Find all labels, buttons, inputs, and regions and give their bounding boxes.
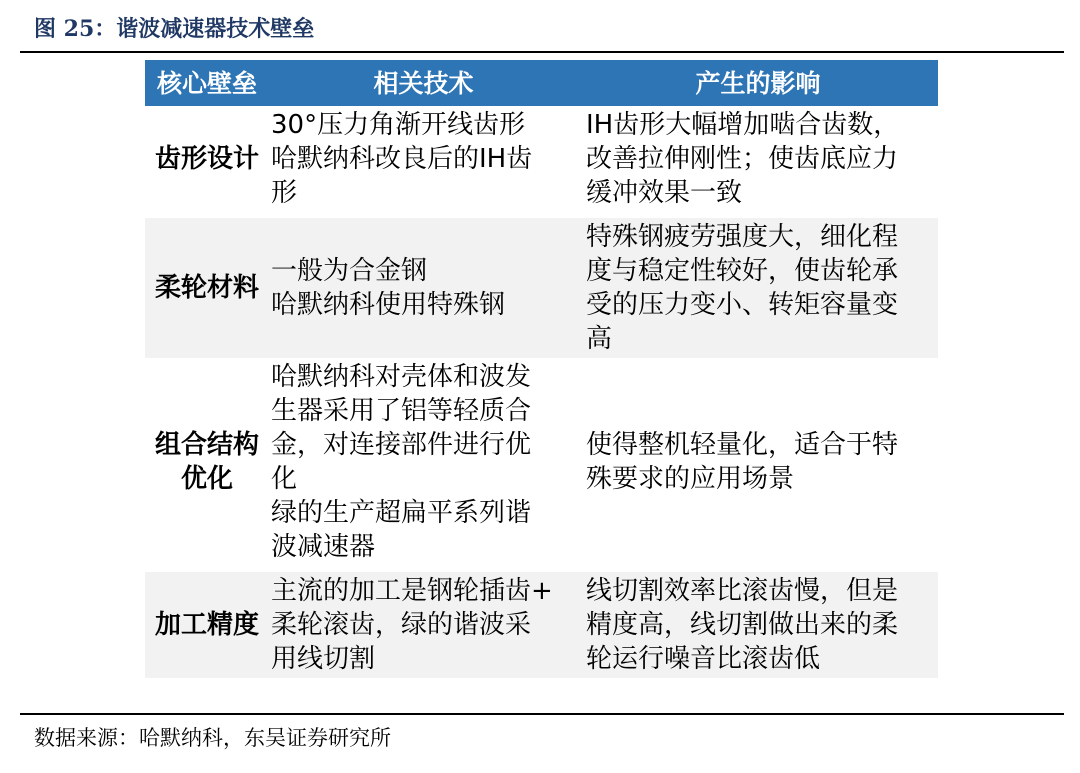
- table-header-row: [145, 60, 938, 106]
- table-row: [145, 212, 938, 358]
- table-row: [145, 566, 938, 678]
- row-impact: 使得整机轻量化，适合于特 殊要求的应用场景: [578, 358, 938, 566]
- row-barrier: 加工精度: [145, 566, 269, 678]
- top-rule: [20, 51, 1064, 53]
- row-impact: 线切割效率比滚齿慢，但是 精度高，线切割做出来的柔 轮运行噪音比滚齿低: [578, 566, 938, 678]
- row-technology: 一般为合金钢 哈默纳科使用特殊钢: [269, 212, 578, 358]
- row-barrier: 柔轮材料: [145, 212, 269, 358]
- row-impact: IH齿形大幅增加啮合齿数， 改善拉伸刚性；使齿底应力 缓冲效果一致: [578, 106, 938, 212]
- bottom-rule: [20, 713, 1064, 715]
- table-row: [145, 358, 938, 566]
- figure-title: 图 25：谐波减速器技术壁垒: [34, 16, 315, 42]
- header-barrier: 核心壁垒: [145, 60, 269, 106]
- row-impact: 特殊钢疲劳强度大，细化程 度与稳定性较好，使齿轮承 受的压力变小、转矩容量变 高: [578, 212, 938, 358]
- row-barrier: 组合结构 优化: [145, 358, 269, 566]
- row-barrier: 齿形设计: [145, 106, 269, 212]
- table-row: [145, 106, 938, 212]
- source-note: 数据来源：哈默纳科，东吴证券研究所: [34, 726, 391, 750]
- header-impact: 产生的影响: [578, 60, 938, 106]
- row-technology: 30°压力角渐开线齿形 哈默纳科改良后的IH齿 形: [269, 106, 578, 212]
- row-technology: 主流的加工是钢轮插齿+ 柔轮滚齿，绿的谐波采 用线切割: [269, 566, 578, 678]
- header-technology: 相关技术: [269, 60, 578, 106]
- barrier-table: [145, 60, 938, 678]
- row-technology: 哈默纳科对壳体和波发 生器采用了铝等轻质合 金，对连接部件进行优 化 绿的生产超扁平系列谐 波减速器: [269, 358, 578, 566]
